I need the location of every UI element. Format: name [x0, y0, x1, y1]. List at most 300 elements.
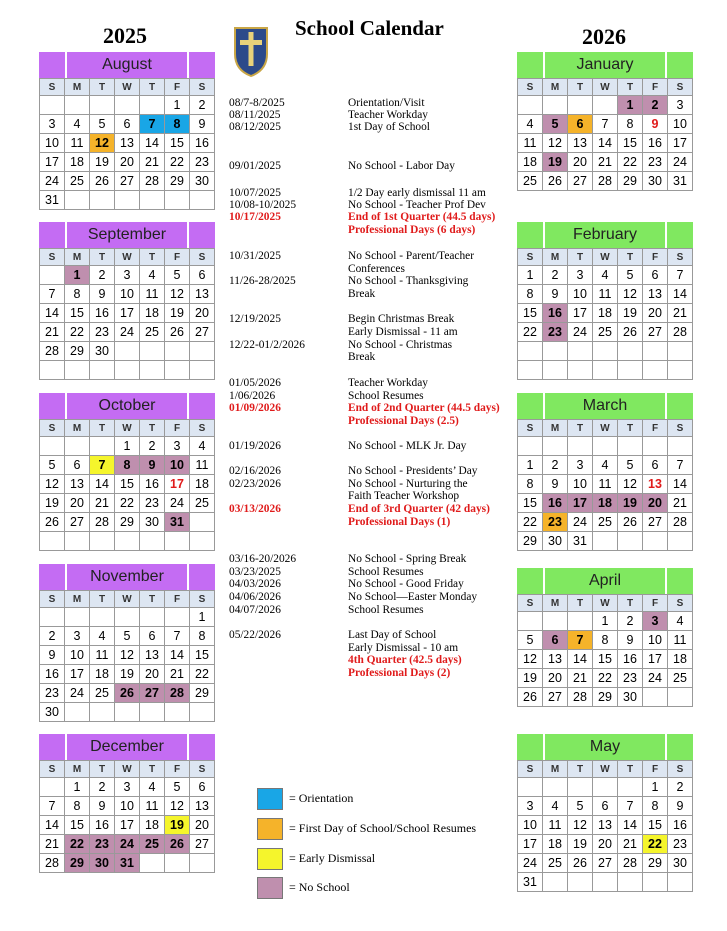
event-date: 12/19/2025 [229, 313, 281, 325]
weekday-header: T [140, 420, 165, 437]
day-cell: 23 [543, 323, 568, 342]
day-cell: 10 [40, 134, 65, 153]
day-cell: 21 [165, 665, 190, 684]
month-grid [39, 760, 215, 873]
empty-day-cell [518, 96, 543, 115]
day-cell: 5 [165, 778, 190, 797]
day-cell: 24 [40, 172, 65, 191]
event-date: 04/03/2026 [229, 578, 281, 590]
empty-day-cell [40, 266, 65, 285]
day-cell: 4 [190, 437, 215, 456]
day-cell: 8 [518, 475, 543, 494]
empty-day-cell [115, 342, 140, 361]
day-cell: 25 [543, 854, 568, 873]
event-text: No School - Nurturing the [348, 478, 468, 490]
empty-day-cell [190, 361, 215, 380]
day-cell: 21 [668, 494, 693, 513]
legend-item [257, 848, 507, 870]
day-cell: 15 [165, 134, 190, 153]
day-cell: 24 [65, 684, 90, 703]
day-cell: 9 [140, 456, 165, 475]
event-text: Teacher Workday [348, 377, 428, 389]
weekday-header: T [618, 79, 643, 96]
empty-day-cell [518, 437, 543, 456]
day-cell: 4 [668, 612, 693, 631]
event-text: No School - Teacher Prof Dev [348, 199, 486, 211]
day-cell: 23 [140, 494, 165, 513]
day-cell: 27 [115, 172, 140, 191]
day-cell: 3 [668, 96, 693, 115]
day-cell: 5 [518, 631, 543, 650]
weekday-header: F [643, 761, 668, 778]
empty-day-cell [115, 96, 140, 115]
day-cell: 12 [115, 646, 140, 665]
day-cell: 16 [140, 475, 165, 494]
weekday-header: W [115, 249, 140, 266]
day-cell: 25 [668, 669, 693, 688]
day-cell: 22 [618, 153, 643, 172]
day-cell: 9 [543, 285, 568, 304]
weekday-header: M [65, 79, 90, 96]
day-cell: 14 [165, 646, 190, 665]
day-cell: 3 [115, 778, 140, 797]
day-cell: 18 [543, 835, 568, 854]
day-cell: 6 [593, 797, 618, 816]
month-grid [517, 594, 693, 707]
empty-day-cell [90, 191, 115, 210]
day-cell: 7 [593, 115, 618, 134]
day-cell: 29 [593, 688, 618, 707]
month-header [39, 52, 215, 78]
day-cell: 1 [190, 608, 215, 627]
school-logo [231, 24, 271, 78]
day-cell: 8 [115, 456, 140, 475]
month-january [517, 52, 693, 191]
month-header [39, 734, 215, 760]
weekday-header: T [90, 420, 115, 437]
day-cell: 6 [190, 778, 215, 797]
empty-day-cell [668, 361, 693, 380]
day-cell: 1 [618, 96, 643, 115]
day-cell: 22 [518, 513, 543, 532]
day-cell: 26 [618, 323, 643, 342]
day-cell: 3 [568, 266, 593, 285]
month-name: August [65, 52, 189, 78]
weekday-header: T [90, 79, 115, 96]
empty-day-cell [668, 437, 693, 456]
day-cell: 13 [115, 134, 140, 153]
weekday-header: S [190, 591, 215, 608]
day-cell: 11 [593, 285, 618, 304]
day-cell: 16 [190, 134, 215, 153]
day-cell: 18 [140, 816, 165, 835]
empty-day-cell [643, 437, 668, 456]
day-cell: 13 [190, 797, 215, 816]
weekday-header: S [190, 761, 215, 778]
year-2025-label: 2025 [103, 23, 147, 48]
day-cell: 10 [115, 285, 140, 304]
day-cell: 27 [543, 688, 568, 707]
day-cell: 23 [543, 513, 568, 532]
day-cell: 28 [90, 513, 115, 532]
day-cell: 28 [668, 323, 693, 342]
weekday-header: S [40, 761, 65, 778]
event-date: 10/07/2025 [229, 187, 281, 199]
day-cell: 26 [618, 513, 643, 532]
day-cell: 5 [618, 266, 643, 285]
day-cell: 16 [543, 304, 568, 323]
day-cell: 13 [190, 285, 215, 304]
event-date: 12/22-01/2/2026 [229, 339, 305, 351]
day-cell: 15 [518, 304, 543, 323]
day-cell: 18 [518, 153, 543, 172]
empty-day-cell [643, 532, 668, 551]
day-cell: 6 [543, 631, 568, 650]
weekday-header: F [165, 249, 190, 266]
empty-day-cell [65, 96, 90, 115]
day-cell: 13 [543, 650, 568, 669]
event-text: Professional Days (1) [348, 516, 451, 528]
day-cell: 6 [643, 456, 668, 475]
day-cell: 10 [568, 475, 593, 494]
legend-label: = Early Dismissal [289, 851, 376, 865]
day-cell: 28 [668, 513, 693, 532]
day-cell: 20 [593, 835, 618, 854]
day-cell: 1 [643, 778, 668, 797]
day-cell: 21 [568, 669, 593, 688]
day-cell: 26 [543, 172, 568, 191]
weekday-header: T [140, 249, 165, 266]
day-cell: 12 [618, 475, 643, 494]
day-cell: 10 [643, 631, 668, 650]
day-cell: 3 [115, 266, 140, 285]
event-text: 4th Quarter (42.5 days) [348, 654, 462, 666]
empty-day-cell [568, 778, 593, 797]
weekday-header: S [40, 420, 65, 437]
day-cell: 14 [90, 475, 115, 494]
day-cell: 22 [165, 153, 190, 172]
event-date: 01/19/2026 [229, 440, 281, 452]
day-cell: 22 [65, 835, 90, 854]
weekday-header: M [65, 761, 90, 778]
day-cell: 30 [543, 532, 568, 551]
month-name: January [543, 52, 667, 78]
day-cell: 11 [90, 646, 115, 665]
event-date: 04/07/2026 [229, 604, 281, 616]
empty-day-cell [618, 778, 643, 797]
day-cell: 12 [518, 650, 543, 669]
day-cell: 1 [518, 456, 543, 475]
day-cell: 20 [190, 304, 215, 323]
month-grid [39, 248, 215, 380]
day-cell: 7 [668, 456, 693, 475]
day-cell: 4 [140, 778, 165, 797]
day-cell: 6 [115, 115, 140, 134]
day-cell: 22 [65, 323, 90, 342]
day-cell: 14 [668, 475, 693, 494]
day-cell: 16 [618, 650, 643, 669]
day-cell: 28 [140, 172, 165, 191]
day-cell: 18 [65, 153, 90, 172]
weekday-header: M [543, 79, 568, 96]
event-text: No School - Presidents’ Day [348, 465, 478, 477]
event-date: 03/13/2026 [229, 503, 281, 515]
day-cell: 7 [40, 797, 65, 816]
day-cell: 26 [568, 854, 593, 873]
day-cell: 11 [140, 797, 165, 816]
event-text: Last Day of School [348, 629, 437, 641]
weekday-header: M [543, 761, 568, 778]
day-cell: 1 [165, 96, 190, 115]
day-cell: 16 [40, 665, 65, 684]
day-cell: 31 [40, 191, 65, 210]
day-cell: 22 [190, 665, 215, 684]
month-april [517, 568, 693, 707]
event-text: No School - Spring Break [348, 553, 467, 565]
weekday-header: F [165, 591, 190, 608]
event-text: No School - Parent/Teacher [348, 250, 475, 262]
month-name: December [65, 734, 189, 760]
empty-day-cell [115, 532, 140, 551]
month-december [39, 734, 215, 873]
day-cell: 15 [65, 816, 90, 835]
day-cell: 29 [518, 532, 543, 551]
empty-day-cell [40, 532, 65, 551]
day-cell: 3 [65, 627, 90, 646]
day-cell: 24 [643, 669, 668, 688]
month-name: April [543, 568, 667, 594]
event-date: 03/16-20/2026 [229, 553, 297, 565]
month-september [39, 222, 215, 380]
day-cell: 11 [140, 285, 165, 304]
event-text: Conferences [348, 263, 405, 275]
day-cell: 14 [618, 816, 643, 835]
empty-day-cell [543, 361, 568, 380]
empty-day-cell [65, 532, 90, 551]
day-cell: 28 [165, 684, 190, 703]
empty-day-cell [518, 342, 543, 361]
weekday-header: T [568, 420, 593, 437]
day-cell: 17 [568, 304, 593, 323]
month-february [517, 222, 693, 380]
day-cell: 14 [40, 816, 65, 835]
weekday-header: T [618, 420, 643, 437]
event-date: 10/17/2025 [229, 211, 281, 223]
day-cell: 17 [643, 650, 668, 669]
month-grid [39, 419, 215, 551]
day-cell: 8 [165, 115, 190, 134]
event-text: Early Dismissal - 11 am [348, 326, 458, 338]
day-cell: 9 [90, 285, 115, 304]
empty-day-cell [568, 612, 593, 631]
weekday-header: S [518, 761, 543, 778]
empty-day-cell [593, 778, 618, 797]
weekday-header: W [593, 420, 618, 437]
day-cell: 13 [643, 285, 668, 304]
month-grid [517, 248, 693, 380]
day-cell: 21 [40, 323, 65, 342]
day-cell: 3 [165, 437, 190, 456]
empty-day-cell [568, 361, 593, 380]
month-header [39, 393, 215, 419]
day-cell: 30 [190, 172, 215, 191]
day-cell: 2 [190, 96, 215, 115]
empty-day-cell [165, 191, 190, 210]
empty-day-cell [190, 854, 215, 873]
day-cell: 18 [190, 475, 215, 494]
empty-day-cell [618, 361, 643, 380]
day-cell: 26 [90, 172, 115, 191]
event-date: 08/11/2025 [229, 109, 281, 121]
month-name: May [543, 734, 667, 760]
empty-day-cell [140, 703, 165, 722]
day-cell: 8 [518, 285, 543, 304]
day-cell: 24 [518, 854, 543, 873]
empty-day-cell [593, 96, 618, 115]
day-cell: 10 [165, 456, 190, 475]
day-cell: 31 [668, 172, 693, 191]
weekday-header: S [190, 249, 215, 266]
day-cell: 12 [40, 475, 65, 494]
day-cell: 11 [518, 134, 543, 153]
day-cell: 2 [543, 456, 568, 475]
day-cell: 8 [65, 285, 90, 304]
event-date: 10/08-10/2025 [229, 199, 297, 211]
day-cell: 15 [643, 816, 668, 835]
weekday-header: M [65, 249, 90, 266]
day-cell: 4 [90, 627, 115, 646]
empty-day-cell [65, 608, 90, 627]
empty-day-cell [543, 437, 568, 456]
day-cell: 16 [668, 816, 693, 835]
day-cell: 26 [115, 684, 140, 703]
day-cell: 24 [115, 323, 140, 342]
month-header [517, 734, 693, 760]
empty-day-cell [90, 96, 115, 115]
day-cell: 12 [90, 134, 115, 153]
day-cell: 10 [568, 285, 593, 304]
day-cell: 17 [115, 816, 140, 835]
day-cell: 14 [140, 134, 165, 153]
weekday-header: M [543, 249, 568, 266]
day-cell: 21 [40, 835, 65, 854]
weekday-header: W [593, 79, 618, 96]
event-text: Begin Christmas Break [348, 313, 455, 325]
year-2026-label: 2026 [582, 24, 626, 49]
empty-day-cell [568, 873, 593, 892]
day-cell: 20 [568, 153, 593, 172]
day-cell: 15 [190, 646, 215, 665]
day-cell: 20 [140, 665, 165, 684]
day-cell: 17 [518, 835, 543, 854]
day-cell: 26 [165, 835, 190, 854]
day-cell: 25 [518, 172, 543, 191]
weekday-header: W [115, 761, 140, 778]
empty-day-cell [65, 437, 90, 456]
empty-day-cell [140, 361, 165, 380]
day-cell: 6 [65, 456, 90, 475]
empty-day-cell [543, 778, 568, 797]
empty-day-cell [543, 612, 568, 631]
day-cell: 5 [543, 115, 568, 134]
day-cell: 25 [593, 323, 618, 342]
day-cell: 3 [568, 456, 593, 475]
weekday-header: F [643, 79, 668, 96]
month-header [517, 568, 693, 594]
empty-day-cell [643, 361, 668, 380]
weekday-header: W [593, 249, 618, 266]
day-cell: 17 [668, 134, 693, 153]
empty-day-cell [543, 873, 568, 892]
day-cell: 9 [40, 646, 65, 665]
day-cell: 24 [115, 835, 140, 854]
day-cell: 4 [593, 266, 618, 285]
day-cell: 3 [643, 612, 668, 631]
empty-day-cell [140, 191, 165, 210]
month-header [517, 393, 693, 419]
empty-day-cell [568, 96, 593, 115]
day-cell: 16 [90, 304, 115, 323]
weekday-header: S [668, 249, 693, 266]
day-cell: 17 [568, 494, 593, 513]
empty-day-cell [40, 96, 65, 115]
weekday-header: S [668, 761, 693, 778]
weekday-header: T [568, 79, 593, 96]
weekday-header: S [190, 79, 215, 96]
empty-day-cell [90, 608, 115, 627]
weekday-header: F [643, 595, 668, 612]
event-date: 09/01/2025 [229, 160, 281, 172]
day-cell: 17 [165, 475, 190, 494]
day-cell: 25 [65, 172, 90, 191]
day-cell: 28 [568, 688, 593, 707]
weekday-header: F [165, 420, 190, 437]
empty-day-cell [65, 361, 90, 380]
empty-day-cell [140, 532, 165, 551]
day-cell: 10 [65, 646, 90, 665]
day-cell: 21 [90, 494, 115, 513]
day-cell: 12 [165, 285, 190, 304]
day-cell: 12 [543, 134, 568, 153]
weekday-header: T [140, 761, 165, 778]
day-cell: 29 [65, 342, 90, 361]
weekday-header: W [115, 591, 140, 608]
empty-day-cell [668, 873, 693, 892]
event-date: 05/22/2026 [229, 629, 281, 641]
month-may [517, 734, 693, 892]
empty-day-cell [618, 873, 643, 892]
month-header [517, 222, 693, 248]
event-text: 1st Day of School [348, 121, 430, 133]
day-cell: 20 [643, 494, 668, 513]
weekday-header: F [165, 79, 190, 96]
day-cell: 20 [543, 669, 568, 688]
day-cell: 31 [115, 854, 140, 873]
event-text: End of 3rd Quarter (42 days) [348, 503, 490, 515]
day-cell: 28 [593, 172, 618, 191]
day-cell: 29 [190, 684, 215, 703]
day-cell: 30 [643, 172, 668, 191]
day-cell: 9 [190, 115, 215, 134]
day-cell: 16 [643, 134, 668, 153]
day-cell: 18 [668, 650, 693, 669]
month-grid [517, 760, 693, 892]
day-cell: 29 [618, 172, 643, 191]
day-cell: 30 [40, 703, 65, 722]
day-cell: 25 [140, 835, 165, 854]
event-date: 01/09/2026 [229, 402, 281, 414]
event-text: Break [348, 288, 376, 300]
